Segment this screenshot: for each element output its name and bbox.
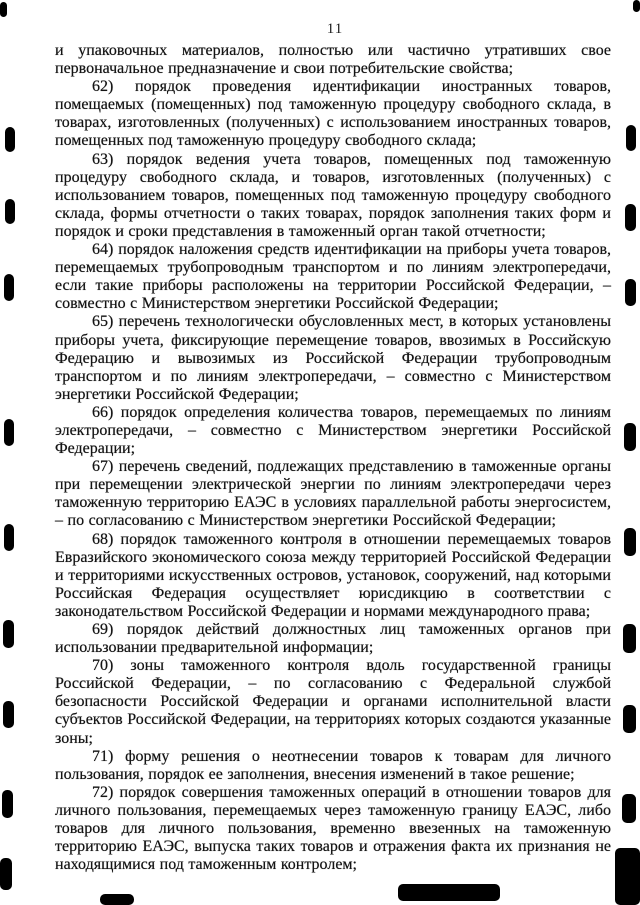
scan-artifact-mark xyxy=(0,2,7,17)
scan-artifact-mark xyxy=(4,524,14,551)
scan-artifact-mark xyxy=(100,894,134,905)
paragraph-69: 69) порядок действий должностных лиц таможенных органов при использовании предварительной информации; xyxy=(55,621,611,657)
scan-artifact-mark xyxy=(5,199,15,224)
scan-artifact-mark xyxy=(626,125,636,151)
paragraph-64: 64) порядок наложения средств идентификации на приборы учета товаров, перемещаемых трубопроводным транспортом и по линиям электропередачи, если такие приборы расположены на территории Российской Федерации, – совместно с Министерством энергетики Российской Федерации; xyxy=(55,241,611,313)
paragraph-72: 72) порядок совершения таможенных операций в отношении товаров для личного пользования, перемещаемых через таможенную границу ЕАЭС, либо товаров для личного пользования, временно ввезенных на таможенную территорию ЕАЭС, выпуска таких товаров и отражения факта их признания не находящимися под таможенным контролем; xyxy=(55,783,611,874)
scan-artifact-mark xyxy=(398,884,500,901)
scan-artifact-mark xyxy=(4,419,14,446)
paragraph-70: 70) зоны таможенного контроля вдоль государственной границы Российской Федерации, – по согласованию с Федеральной службой безопасности Российской Федерации и органами исполнительной власти субъектов Российской Федерации, на территориях которых создаются указанные зоны; xyxy=(55,657,611,747)
paragraph-62: 62) порядок проведения идентификации иностранных товаров, помещаемых (помещенных) под таможенную процедуру свободного склада, в товарах, изготовленных (полученных) с использованием иностранных товаров, помещенных под таможенную процедуру свободного склада; xyxy=(55,78,611,150)
page-number: 11 xyxy=(326,21,344,37)
scan-artifact-mark xyxy=(2,790,13,818)
scan-artifact-mark xyxy=(3,701,14,728)
paragraph-intro: и упаковочных материалов, полностью или частично утративших свое первоначальное предназначение и свои потребительские свойства; xyxy=(55,42,611,78)
scan-artifact-mark xyxy=(622,794,636,823)
scan-artifact-mark xyxy=(4,274,14,301)
scan-artifact-mark xyxy=(624,423,636,451)
scan-artifact-mark xyxy=(623,624,636,653)
paragraph-66: 66) порядок определения количества товаров, перемещаемых по линиям электропередачи, – совместно с Министерством энергетики Российской Федерации; xyxy=(55,403,611,458)
scan-artifact-mark xyxy=(625,279,636,306)
scan-artifact-mark xyxy=(3,620,14,648)
paragraph-63: 63) порядок ведения учета товаров, помещенных под таможенную процедуру свободного склада, и товаров, изготовленных (полученных) с использованием товаров, помещенных под таможенную процедуру свободного склада, формы отчетности о таких товарах, порядок заполнения таких форм и порядок и сроки представления в таможенный орган такой отчетности; xyxy=(55,150,611,240)
paragraph-71: 71) форму решения о неотнесении товаров к товарам для личного пользования, порядок ее заполнения, внесения изменений в такое решение; xyxy=(55,747,611,783)
scan-artifact-mark xyxy=(633,0,640,12)
scan-artifact-mark xyxy=(624,528,636,556)
paragraph-67: 67) перечень сведений, подлежащих представлению в таможенные органы при перемещении электрической энергии по линиям электропередачи через таможенную территорию ЕАЭС в условиях параллельной работы энергосистем, – по согласованию с Министерством энергетики Российской Федерации; xyxy=(55,458,611,530)
document-body xyxy=(55,42,611,874)
paragraph-65: 65) перечень технологически обусловленных мест, в которых установлены приборы учета, фиксирующие перемещение товаров, ввозимых в Российскую Федерацию и вывозимых из Российской Федерации трубопроводным транспортом и по линиям электропередачи, – совместно с Министерством энергетики Российской Федерации; xyxy=(55,313,611,403)
scan-artifact-mark xyxy=(625,204,636,231)
scan-artifact-mark xyxy=(0,858,12,890)
paragraph-68: 68) порядок таможенного контроля в отношении перемещаемых товаров Евразийского экономического союза между территорией Российской Федерации и территориями искусственных островов, установок, сооружений, над которыми Российская Федерация осуществляет юрисдикцию в соответствии с законодательством Российской Федерации и нормами международного права; xyxy=(55,530,611,620)
scan-artifact-mark xyxy=(615,848,640,905)
scan-artifact-mark xyxy=(623,705,636,733)
scan-artifact-mark xyxy=(5,127,15,152)
